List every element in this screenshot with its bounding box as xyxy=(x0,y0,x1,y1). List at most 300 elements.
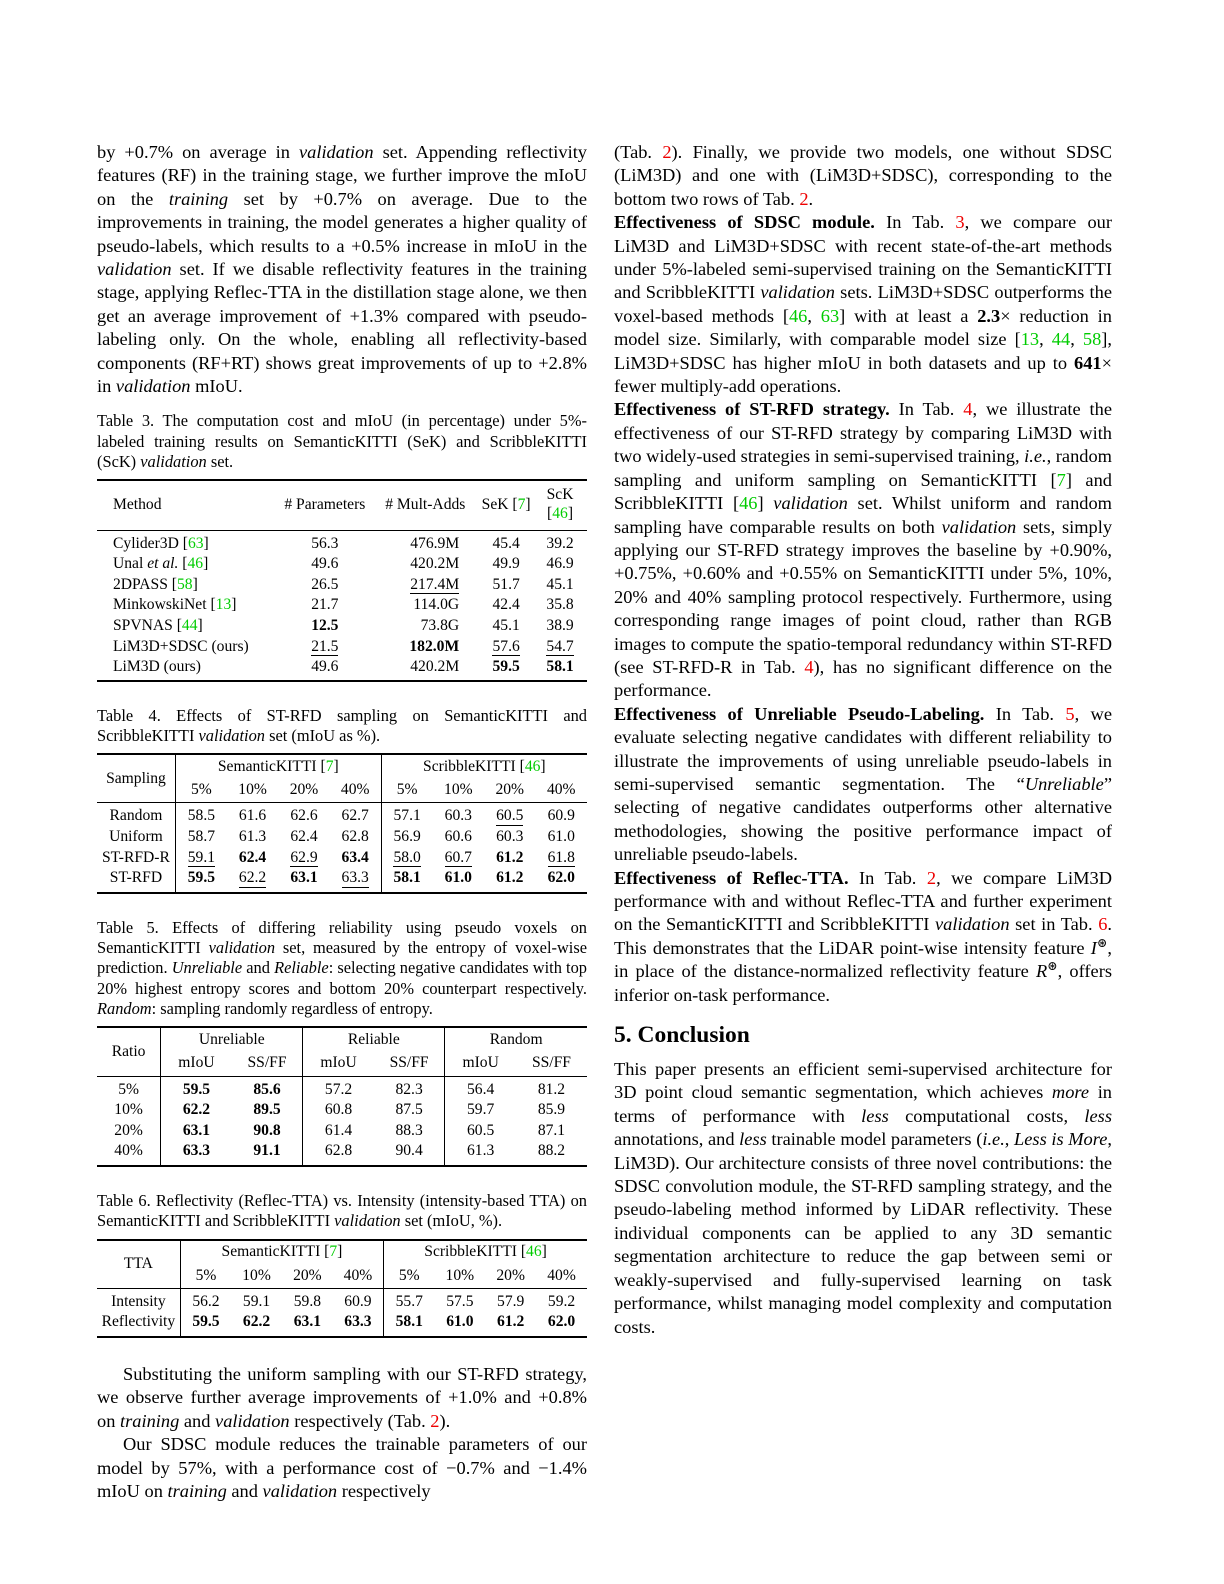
table-cell xyxy=(533,616,587,637)
text-segment: , we compare our LiM3D and LiM3D+SDSC with recent state-of-the-art methods under 5%-labeled semi-supervised training on the SemanticKITTI and ScribbleKITTI xyxy=(614,212,1112,303)
text-segment: Unreliable xyxy=(1024,773,1104,794)
text-segment: : sampling randomly regardless of entropy. xyxy=(151,999,433,1019)
cell-value: 61.0 xyxy=(446,1313,474,1331)
table-cell xyxy=(484,803,535,827)
text-segment: set. Whilst uniform and random sampling have comparable results on both xyxy=(614,493,1112,537)
table-header-row xyxy=(97,1027,587,1052)
row-label: 5% xyxy=(97,1076,161,1100)
row-label: Reflectivity xyxy=(101,1313,176,1331)
column-subheader: 5% xyxy=(175,779,226,803)
row-label: Uniform xyxy=(109,828,163,846)
text-segment: In Tab. xyxy=(889,399,964,420)
cell-value: 62.2 xyxy=(238,869,267,887)
text-segment: validation xyxy=(935,914,1010,935)
table-cell xyxy=(180,1312,231,1337)
table-3 xyxy=(97,479,587,681)
ref-link[interactable]: 2 xyxy=(430,1410,440,1431)
text-segment: set (mIoU, %). xyxy=(400,1211,503,1231)
text-segment: Unreliable xyxy=(171,958,243,978)
text-segment: SPVNAS [ xyxy=(113,616,182,634)
cell-value: 57.1 xyxy=(393,807,421,825)
citation-link[interactable]: 44 xyxy=(1051,329,1071,350)
table-cell xyxy=(227,803,278,827)
text-segment: set. Appending reflectivity features (RF) in the training stage, we further improve the mIoU on the xyxy=(97,142,587,209)
table-row xyxy=(97,530,587,554)
table-cell xyxy=(227,827,278,848)
citation-link[interactable]: 7 xyxy=(325,757,334,775)
text-segment: respectively xyxy=(337,1480,431,1501)
column-subheader: 20% xyxy=(495,781,525,799)
cell-value: 61.3 xyxy=(467,1142,495,1160)
text-segment: set (mIoU as %). xyxy=(264,726,381,745)
text-segment: ] xyxy=(541,1243,547,1260)
table-cell xyxy=(371,530,479,554)
column-subheader: 20% xyxy=(293,1266,322,1284)
table-row xyxy=(97,637,587,658)
cell-value: 85.9 xyxy=(537,1101,566,1119)
citation-link[interactable]: 46 xyxy=(524,757,541,775)
table-cell xyxy=(445,1100,516,1121)
column-group-reliable xyxy=(303,1027,445,1052)
paragraph-conclusion xyxy=(614,1058,1112,1339)
table-3-head xyxy=(97,480,587,530)
text-segment: validation xyxy=(208,938,276,958)
ref-link[interactable]: 5 xyxy=(1065,703,1075,724)
table-cell xyxy=(278,803,329,827)
text-segment: ), has no significant difference on the performance. xyxy=(614,656,1112,701)
text-segment: , xyxy=(1004,1129,1015,1150)
row-label xyxy=(97,637,278,658)
paragraph-sdsc-reduction xyxy=(97,1433,587,1503)
cell-value: 61.2 xyxy=(496,869,524,887)
table-cell xyxy=(533,554,587,575)
cell-value: 62.4 xyxy=(238,848,267,866)
cell-value: 56.3 xyxy=(311,534,339,552)
table-cell xyxy=(479,595,533,616)
table-cell xyxy=(278,657,371,681)
text-segment: ⊛ xyxy=(1047,959,1058,974)
table-cell xyxy=(282,1312,333,1337)
text-segment: , offers inferior on-task performance. xyxy=(614,961,1112,1005)
text-segment: In Tab. xyxy=(848,867,927,888)
row-label xyxy=(97,657,278,681)
table-cell xyxy=(330,848,381,869)
table-cell xyxy=(161,1100,232,1121)
table-cell xyxy=(479,530,533,554)
text-segment: Method xyxy=(113,495,162,513)
cell-value: 59.1 xyxy=(242,1292,271,1310)
table-cell xyxy=(434,1312,485,1337)
cell-value: 45.1 xyxy=(492,616,520,634)
table-row xyxy=(97,1100,587,1121)
text-segment: LiM3D (ours) xyxy=(113,658,201,676)
cell-value: 59.5 xyxy=(492,658,520,676)
cell-value: 61.0 xyxy=(547,828,575,846)
table-cell xyxy=(278,827,329,848)
table-cell xyxy=(445,1076,516,1100)
table-cell xyxy=(371,637,479,658)
text-segment: ScribbleKITTI [ xyxy=(423,757,525,775)
cell-value: 57.9 xyxy=(497,1292,525,1310)
right-column xyxy=(614,141,1112,1339)
cell-value: 59.5 xyxy=(187,869,216,887)
table-cell xyxy=(434,1288,485,1312)
cell-value: 60.6 xyxy=(444,828,472,846)
text-segment: . This demonstrates that the LiDAR point-wise intensity feature xyxy=(614,914,1112,958)
text-segment: Effectiveness of ST-RFD strategy. xyxy=(614,399,890,420)
column-subheader: 5% xyxy=(384,1264,435,1288)
text-segment: i.e. xyxy=(1024,446,1047,467)
citation-link[interactable]: 63 xyxy=(820,305,840,326)
citation-link[interactable]: 58 xyxy=(177,575,193,593)
citation-link[interactable]: 7 xyxy=(329,1243,338,1260)
text-segment: ] with at least a xyxy=(839,305,978,326)
cell-value: 61.3 xyxy=(238,828,267,846)
table-cell xyxy=(479,554,533,575)
column-header-multadds xyxy=(371,480,479,530)
text-segment: less xyxy=(739,1129,767,1150)
ref-link[interactable]: 2 xyxy=(799,188,809,209)
table-cell xyxy=(381,827,432,848)
cell-value: 90.4 xyxy=(395,1142,423,1160)
table-cell xyxy=(303,1100,374,1121)
cell-value: 59.5 xyxy=(192,1313,220,1331)
cell-value: 61.8 xyxy=(547,848,575,866)
ref-link[interactable]: 3 xyxy=(955,212,965,233)
text-segment: SemanticKITTI [ xyxy=(217,757,326,775)
ref-link[interactable]: 2 xyxy=(662,142,672,162)
text-segment: Effectiveness of Reflec-TTA. xyxy=(614,867,849,888)
cell-value: 58.7 xyxy=(187,828,216,846)
cell-value: 12.5 xyxy=(311,616,339,634)
text-segment: sets. LiM3D+SDSC outperforms the voxel-based methods [ xyxy=(614,282,1112,326)
table-row xyxy=(97,1141,587,1166)
text-segment: SeK [ xyxy=(481,495,518,513)
table-cell xyxy=(175,868,226,893)
text-segment: validation xyxy=(298,142,374,162)
table-cell xyxy=(371,554,479,575)
table-cell xyxy=(535,827,587,848)
citation-link[interactable]: 58 xyxy=(1082,329,1102,350)
table-cell xyxy=(485,1288,536,1312)
column-subheader: 40% xyxy=(343,1266,373,1284)
cell-value: 217.4M xyxy=(410,575,460,593)
text-segment: and xyxy=(179,1410,216,1431)
table-header-row xyxy=(97,1240,587,1265)
table-cell xyxy=(484,848,535,869)
table-cell xyxy=(278,575,371,596)
citation-link[interactable]: 13 xyxy=(215,596,232,614)
cell-value: 63.1 xyxy=(290,869,318,887)
text-segment: validation xyxy=(334,1211,401,1231)
text-segment: This paper presents an efficient semi-supervised architecture for 3D point cloud semantic segmentation, which achieves xyxy=(614,1059,1112,1103)
table-cell xyxy=(282,1288,333,1312)
table-cell xyxy=(479,657,533,681)
table-cell xyxy=(479,575,533,596)
table-5-caption xyxy=(97,918,587,1019)
cell-value: 63.4 xyxy=(341,848,369,866)
text-segment: Table 3. The computation cost and mIoU (in percentage) under 5%-labeled training results on SemanticKITTI (SeK) and ScribbleKITTI (ScK) xyxy=(97,411,587,472)
text-segment: Random xyxy=(97,999,152,1019)
cell-value: 58.0 xyxy=(393,848,421,866)
text-segment: i.e. xyxy=(982,1129,1005,1150)
table-cell xyxy=(227,848,278,869)
citation-link[interactable]: 63 xyxy=(187,534,204,552)
table-5-head xyxy=(97,1027,587,1076)
table-row xyxy=(97,1288,587,1312)
text-segment: ] xyxy=(337,1243,343,1260)
text-segment: : selecting negative candidates with top 20% highest entropy scores and bottom 20% counterpart respectively. xyxy=(97,958,587,998)
column-subheader: mIoU xyxy=(303,1052,374,1076)
text-segment: and xyxy=(242,958,275,978)
text-segment: ” selecting of negative candidates outperforms other alternative methodologies, showing the positive performance impact of unreliable pseudo-labels. xyxy=(614,773,1112,865)
table-row xyxy=(97,827,587,848)
text-segment: validation xyxy=(115,376,191,397)
text-segment: , xyxy=(1070,329,1083,350)
text-segment: ], LiM3D+SDSC has higher mIoU in both datasets and up to xyxy=(614,329,1112,373)
text-segment: validation xyxy=(97,259,172,280)
cell-value: 49.6 xyxy=(311,555,339,573)
text-segment: ). xyxy=(439,1410,451,1431)
text-segment: training xyxy=(167,1480,227,1501)
table-cell xyxy=(374,1121,445,1142)
cell-value: 60.8 xyxy=(324,1101,353,1119)
text-segment: et al. xyxy=(147,555,179,573)
column-group-scribblekitti xyxy=(384,1240,587,1265)
column-subheader: SS/FF xyxy=(389,1054,429,1072)
text-segment: ] xyxy=(192,575,198,593)
table-cell xyxy=(535,803,587,827)
table-cell xyxy=(533,657,587,681)
text-segment: 641 xyxy=(1074,352,1102,373)
table-row xyxy=(97,1121,587,1142)
text-segment: training xyxy=(120,1410,180,1431)
table-cell xyxy=(536,1288,587,1312)
citation-link[interactable]: 46 xyxy=(526,1243,542,1260)
citation-link[interactable]: 46 xyxy=(739,493,758,514)
table-cell xyxy=(278,616,371,637)
cell-value: 420.2M xyxy=(410,555,460,573)
text-segment: × reduction in model size. Similarly, with comparable model size [ xyxy=(614,305,1112,350)
text-segment: # Parameters xyxy=(284,495,366,513)
cell-value: 62.2 xyxy=(182,1101,211,1119)
table-cell xyxy=(484,868,535,893)
cell-value: 26.5 xyxy=(311,575,339,593)
cell-value: 90.8 xyxy=(253,1121,281,1139)
table-subheader-row xyxy=(97,1052,587,1076)
text-segment: ] xyxy=(540,757,546,775)
ref-link[interactable]: 2 xyxy=(926,867,937,888)
row-label: Intensity xyxy=(97,1288,180,1312)
table-cell xyxy=(384,1312,435,1337)
table-cell xyxy=(278,595,371,616)
text-segment: Random xyxy=(489,1030,543,1048)
citation-link[interactable]: 13 xyxy=(1020,329,1040,350)
cell-value: 81.2 xyxy=(537,1080,566,1098)
cell-value: 60.9 xyxy=(547,807,575,825)
citation-link[interactable]: 46 xyxy=(552,504,568,522)
table-row xyxy=(97,595,587,616)
column-subheader: mIoU xyxy=(161,1052,232,1076)
cell-value: 51.7 xyxy=(492,575,520,593)
text-segment: ] xyxy=(757,493,774,514)
cell-value: 21.7 xyxy=(311,596,339,614)
paragraph-models xyxy=(614,141,1112,211)
table-cell xyxy=(180,1288,231,1312)
text-segment: SemanticKITTI [ xyxy=(221,1243,330,1260)
text-segment: I xyxy=(1090,937,1097,958)
column-subheader: 10% xyxy=(445,1266,475,1284)
text-segment: computational costs, xyxy=(888,1105,1085,1126)
table-cell xyxy=(278,554,371,575)
table-row xyxy=(97,868,587,893)
column-subheader: 10% xyxy=(444,781,473,799)
ref-link[interactable]: 6 xyxy=(1098,914,1108,935)
text-segment: set, measured by the entropy of voxel-wise prediction. xyxy=(97,938,588,978)
column-subheader: 40% xyxy=(546,781,576,799)
column-header-tta: TTA xyxy=(123,1254,153,1272)
text-segment: validation xyxy=(198,726,265,745)
text-segment: ] xyxy=(203,534,209,552)
table-cell xyxy=(381,848,432,869)
table-cell xyxy=(278,868,329,893)
citation-link[interactable]: 7 xyxy=(517,495,526,513)
row-label xyxy=(97,530,278,554)
table-cell xyxy=(374,1141,445,1166)
table-cell xyxy=(161,1121,232,1142)
table-cell xyxy=(516,1100,587,1121)
cell-value: 59.2 xyxy=(547,1292,576,1310)
row-label: ST-RFD xyxy=(109,869,163,887)
column-header-sampling: Sampling xyxy=(106,769,166,787)
column-subheader: mIoU xyxy=(445,1052,516,1076)
text-segment: less xyxy=(1084,1105,1112,1126)
table-cell xyxy=(231,1288,282,1312)
cell-value: 62.7 xyxy=(341,807,369,825)
text-segment: R xyxy=(1035,961,1048,982)
text-segment: set. xyxy=(206,452,234,472)
row-label: 10% xyxy=(114,1101,143,1119)
column-header-sek xyxy=(479,480,533,530)
text-segment: Unreliable xyxy=(198,1030,265,1048)
text-segment: × fewer multiply-add operations. xyxy=(614,352,1112,397)
text-segment: , random sampling and uniform sampling on SemanticKITTI [ xyxy=(614,446,1112,490)
text-segment: Our SDSC module reduces the trainable parameters of our model by 57%, with a performance cost of −0.7% and −1.4% mIoU on xyxy=(97,1434,587,1501)
table-cell xyxy=(484,827,535,848)
table-3-caption xyxy=(97,411,587,472)
paragraph-substituting xyxy=(97,1363,587,1433)
ref-link[interactable]: 4 xyxy=(963,399,973,420)
cell-value: 62.0 xyxy=(547,1313,576,1331)
table-cell xyxy=(227,868,278,893)
text-segment: validation xyxy=(215,1410,290,1431)
cell-value: 62.8 xyxy=(324,1142,353,1160)
row-label: 40% xyxy=(114,1142,143,1160)
table-cell xyxy=(433,868,484,893)
table-cell xyxy=(330,827,381,848)
table-cell xyxy=(516,1121,587,1142)
table-cell xyxy=(479,637,533,658)
cell-value: 58.5 xyxy=(187,807,216,825)
citation-link[interactable]: 46 xyxy=(187,555,204,573)
cell-value: 49.9 xyxy=(492,555,520,573)
ref-link[interactable]: 4 xyxy=(804,656,814,677)
table-row xyxy=(97,1076,587,1100)
table-row xyxy=(97,554,587,575)
table-cell xyxy=(535,848,587,869)
paragraph-effectiveness-reflec-tta xyxy=(614,867,1112,1007)
text-segment: Table 6. Reflectivity (Reflec-TTA) vs. Intensity (intensity-based TTA) on SemanticKITTI and ScribbleKITTI xyxy=(97,1190,587,1231)
text-segment: training xyxy=(168,188,229,209)
cell-value: 420.2M xyxy=(410,658,460,676)
table-cell xyxy=(433,827,484,848)
text-segment: respectively (Tab. xyxy=(289,1410,431,1431)
table-cell xyxy=(533,637,587,658)
paragraph-effectiveness-strfd xyxy=(614,398,1112,702)
table-cell xyxy=(278,637,371,658)
cell-value: 56.4 xyxy=(467,1080,495,1098)
table-cell xyxy=(330,803,381,827)
table-cell xyxy=(371,595,479,616)
column-subheader: 5% xyxy=(381,779,432,803)
table-cell xyxy=(384,1288,435,1312)
cell-value: 56.9 xyxy=(393,828,421,846)
citation-link[interactable]: 44 xyxy=(181,616,198,634)
cell-value: 91.1 xyxy=(253,1142,281,1160)
cell-value: 61.4 xyxy=(324,1121,353,1139)
text-segment: ). Finally, we provide two models, one without SDSC (LiM3D) and one with (LiM3D+SDSC), corresponding to the bottom two rows of Tab. xyxy=(614,142,1112,209)
cell-value: 63.3 xyxy=(182,1142,211,1160)
cell-value: 57.2 xyxy=(324,1080,353,1098)
table-cell xyxy=(278,848,329,869)
text-segment: Unal xyxy=(113,555,148,573)
table-4-body xyxy=(97,803,587,893)
table-cell xyxy=(516,1076,587,1100)
column-subheader: 5% xyxy=(180,1264,231,1288)
table-6-body xyxy=(97,1288,587,1337)
table-row xyxy=(97,575,587,596)
text-segment: In Tab. xyxy=(874,212,956,233)
text-segment: validation xyxy=(760,282,835,303)
text-segment: . xyxy=(808,188,814,209)
cell-value: 87.1 xyxy=(537,1121,566,1139)
table-cell xyxy=(330,868,381,893)
text-segment: ] xyxy=(525,495,531,513)
cell-value: 58.1 xyxy=(393,869,421,887)
cell-value: 62.9 xyxy=(290,848,318,866)
citation-link[interactable]: 46 xyxy=(788,305,808,326)
table-cell xyxy=(232,1100,303,1121)
table-header-row xyxy=(97,480,587,530)
table-cell xyxy=(445,1121,516,1142)
text-segment: ScK [ xyxy=(546,486,574,522)
text-segment: , in place of the distance-normalized reflectivity feature xyxy=(614,937,1112,982)
table-cell xyxy=(231,1312,282,1337)
row-label: 20% xyxy=(114,1121,143,1139)
cell-value: 39.2 xyxy=(546,534,574,552)
citation-link[interactable]: 7 xyxy=(1056,469,1066,490)
column-subheader: SS/FF xyxy=(247,1054,287,1072)
text-segment: less xyxy=(861,1105,889,1126)
text-segment: , LiM3D). Our architecture consists of three novel contributions: the SDSC convolution module, the ST-RFD sampling strategy, and the pseudo-labeling method informed by LiDAR reflectivity. These individual components can be applied to any 3D semantic segmentation architecture to reduce the gap between semi or weakly-supervised and fully-supervised learning on task performance, whilst managing model complexity and computation costs. xyxy=(614,1129,1112,1337)
row-label xyxy=(97,554,278,575)
table-cell xyxy=(303,1141,374,1166)
table-cell xyxy=(371,616,479,637)
table-cell xyxy=(485,1312,536,1337)
cell-value: 62.0 xyxy=(547,869,575,887)
cell-value: 45.4 xyxy=(492,534,520,552)
table-4-head xyxy=(97,754,587,803)
